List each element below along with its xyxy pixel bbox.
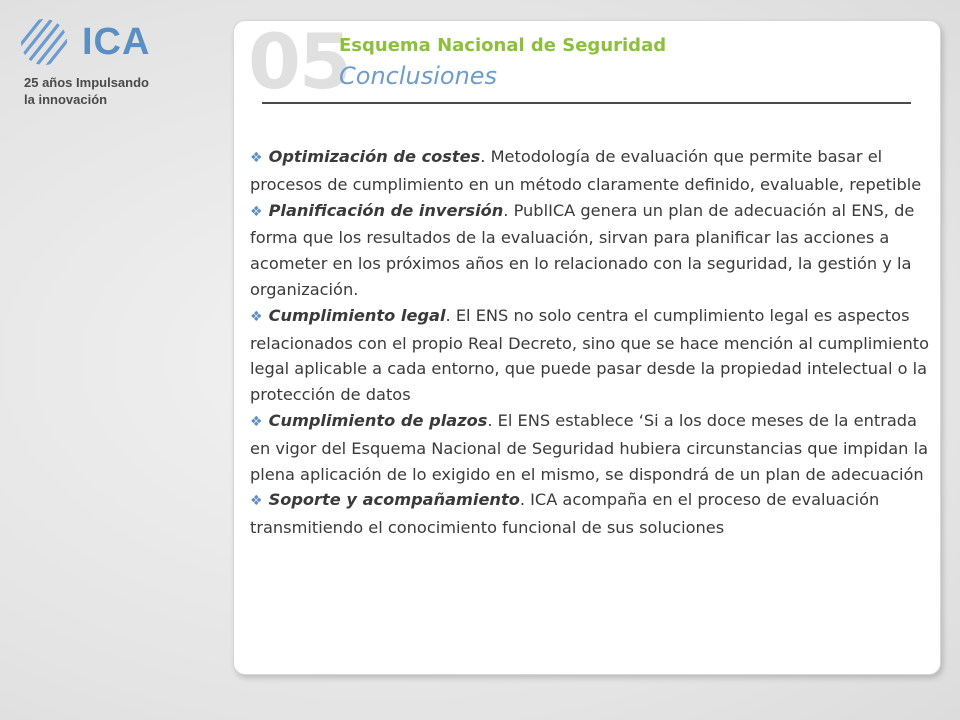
diamond-bullet-icon: ❖ <box>250 203 263 220</box>
item-term: Planificación de inversión <box>268 200 504 220</box>
list-item <box>250 487 930 541</box>
diamond-bullet-icon: ❖ <box>250 308 263 325</box>
list-item <box>250 408 930 487</box>
diamond-bullet-icon: ❖ <box>250 413 263 430</box>
list-item <box>250 144 930 198</box>
list-item <box>250 303 930 408</box>
item-text: . PublICA genera un plan de adecuación al ENS, de forma que los resultados de la evaluación, sirvan para planificar las acciones a acometer en los próximos años en lo relacionado con la seguridad, la gestión y la organización. <box>250 200 915 299</box>
slide-title: Esquema Nacional de Seguridad <box>339 35 667 56</box>
conclusions-list <box>250 144 930 541</box>
diamond-bullet-icon: ❖ <box>250 150 263 166</box>
item-text: . El ENS establece ‘Si a los doce meses de la entrada en vigor del Esquema Nacional de Seguridad hubiera circunstancias que impidan la plena aplicación de lo exigido en el mismo, se dispondrá de un plan de adecuación <box>250 410 928 484</box>
company-logo <box>20 18 170 118</box>
header-divider <box>262 102 911 104</box>
tagline-line-2: la innovación <box>24 92 108 107</box>
slide-subtitle: Conclusiones <box>339 62 498 90</box>
logo-wordmark: ICA <box>82 21 151 63</box>
item-term: Soporte y acompañamiento <box>268 490 520 510</box>
item-term: Cumplimiento de plazos <box>268 410 488 430</box>
item-term: Cumplimiento legal <box>268 305 446 325</box>
tagline <box>24 74 174 108</box>
item-term: Optimización de costes <box>268 147 481 166</box>
item-text: . ICA acompaña en el proceso de evaluación transmitiendo el conocimiento funcional de sus soluciones <box>250 490 880 538</box>
section-number: 05 <box>248 17 350 106</box>
tagline-line-1: 25 años Impulsando <box>24 75 149 90</box>
item-text: . El ENS no solo centra el cumplimiento legal es aspectos relacionados con el propio Real Decreto, sino que se hace mención al cumplimiento legal aplicable a cada entorno, que puede pasar desde la propiedad intelectual o la protección de datos <box>250 305 929 405</box>
item-text: . Metodología de evaluación que permite basar el procesos de cumplimiento en un método claramente definido, evaluable, repetible <box>250 147 922 194</box>
diamond-bullet-icon: ❖ <box>250 493 263 510</box>
striped-globe-icon <box>20 18 74 66</box>
list-item <box>250 198 930 303</box>
